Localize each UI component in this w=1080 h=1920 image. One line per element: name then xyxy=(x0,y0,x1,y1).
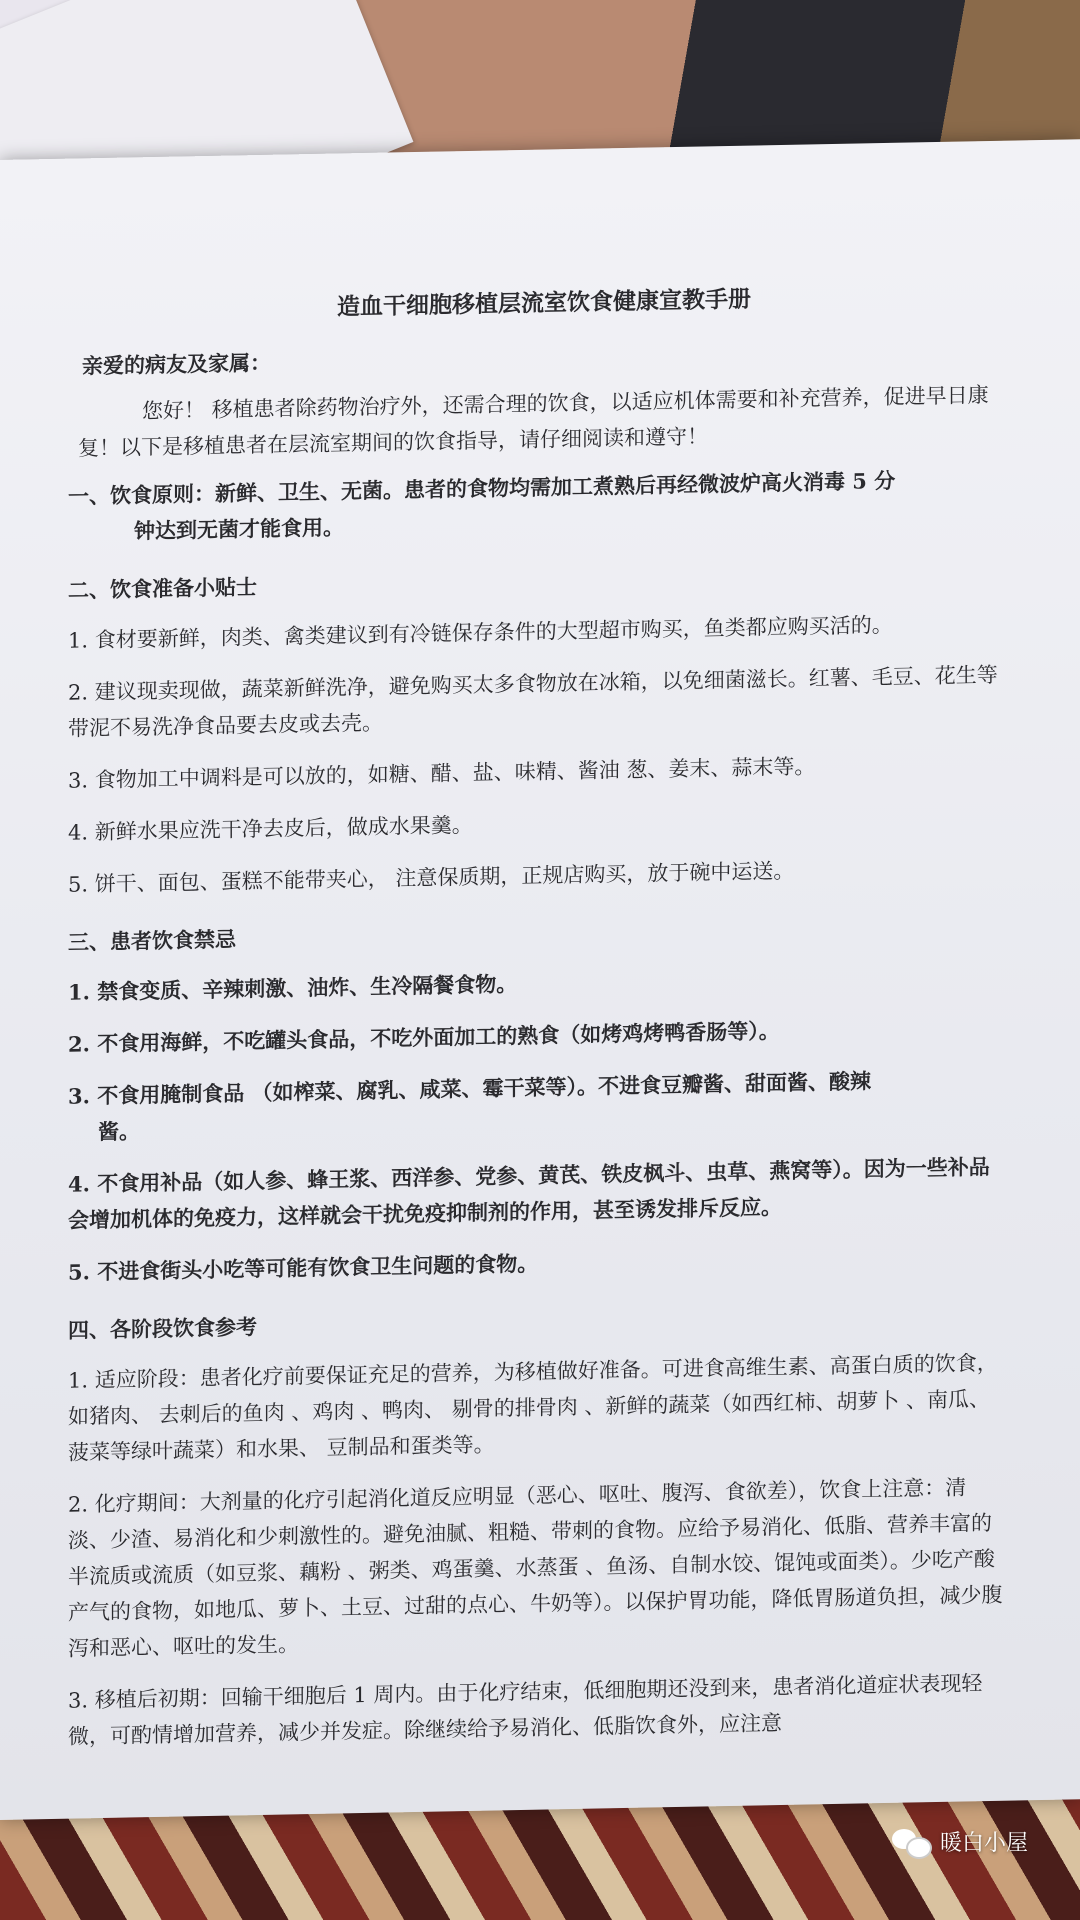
principle-continuation: 钟达到无菌才能食用。 xyxy=(134,514,344,544)
watermark-text: 暖白小屋 xyxy=(940,1831,1029,1856)
list-item: 4. 新鲜水果应洗干净去皮后，做成水果羹。 xyxy=(68,812,473,845)
section-2-list xyxy=(64,604,1024,902)
wechat-icon xyxy=(892,1827,930,1857)
list-item xyxy=(68,1009,1004,1063)
section-4-list xyxy=(64,1344,1024,1754)
list-item: 5. 饼干、面包、蛋糕不能带夹心， 注意保质期，正规店购买，放于碗中运送。 xyxy=(68,858,795,897)
list-item-text: 1. 禁食变质、辛辣刺激、油炸、生冷隔餐食物。 xyxy=(68,971,518,1005)
section-3-title: 三、患者饮食禁忌 xyxy=(68,926,236,955)
watermark xyxy=(892,1826,1028,1857)
list-item xyxy=(68,957,1004,1011)
list-item: 1. 食材要新鲜，肉类、禽类建议到有冷链保存条件的大型超市购买，鱼类都应购买活的。 xyxy=(68,612,893,653)
section-4-title: 四、各阶段饮食参考 xyxy=(68,1314,257,1343)
document-sheet xyxy=(0,139,1080,1820)
salutation: 亲爱的病友及家属： xyxy=(82,349,271,379)
list-item: 1. 适应阶段：患者化疗前要保证充足的营养，为移植做好准备。可进食高维生素、高蛋白质的饮食，如猪肉、 去刺后的鱼肉 、鸡肉 、鸭肉、 剔骨的排骨肉 、新鲜的蔬菜（如西红柿、胡萝卜 、南瓜、菠菜等绿叶蔬菜）和水果、 豆制品和蛋类等。 xyxy=(68,1350,998,1465)
list-item: 2. 建议现卖现做，蔬菜新鲜洗净，避免购买太多食物放在冰箱，以免细菌滋长。红薯、毛豆、花生等带泥不易洗净食品要去皮或去壳。 xyxy=(68,662,998,741)
intro-paragraph: 您好！ 移植患者除药物治疗外，还需合理的饮食，以适应机体需要和补充营养，促进早日康复！以下是移植患者在层流室期间的饮食指导，请仔细阅读和遵守！ xyxy=(78,383,989,461)
document-title: 造血干细胞移植层流室饮食健康宣教手册 xyxy=(337,285,751,321)
list-item xyxy=(68,1061,1004,1151)
list-item-text: 3. 不食用腌制食品 （如榨菜、腐乳、咸菜、霉干菜等）。不进食豆瓣酱、甜面酱、酸辣 xyxy=(68,1068,872,1109)
list-item-text: 5. 不进食街头小吃等可能有饮食卫生问题的食物。 xyxy=(68,1250,539,1285)
list-item-text: 2. 不食用海鲜，不吃罐头食品，不吃外面加工的熟食（如烤鸡烤鸭香肠等）。 xyxy=(68,1018,780,1057)
list-item: 3. 移植后初期：回输干细胞后 1 周内。由于化疗结束，低细胞期还没到来，患者消化道症状表现轻微，可酌情增加营养，减少并发症。除继续给予易消化、低脂饮食外，应注意 xyxy=(68,1671,983,1749)
list-item-continuation: 酱。 xyxy=(98,1118,140,1145)
section-2-title: 二、饮食准备小贴士 xyxy=(68,574,257,603)
list-item xyxy=(68,1149,1004,1239)
list-item: 2. 化疗期间：大剂量的化疗引起消化道反应明显（恶心、呕吐、腹泻、食欲差），饮食上注意：清淡、少渣、易消化和少刺激性的。避免油腻、粗糙、带刺的食物。应给予易消化、低脂、营养丰富的半流质或流质（如豆浆、藕粉 、粥类、鸡蛋羹、水蒸蛋 、鱼汤、自制水饺、馄饨或面类）。少吃产酸产气的食物，如地瓜、萝卜、土豆、过甜的点心、牛奶等）。以保护胃功能，降低胃肠道负担，减少腹泻和恶心、呕吐的发生。 xyxy=(68,1475,1003,1661)
document-content xyxy=(64,276,1024,1770)
list-item-text: 4. 不食用补品（如人参、蜂王浆、西洋参、党参、黄芪、铁皮枫斗、虫草、燕窝等）。因为一些补品会增加机体的免疫力，这样就会干扰免疫抑制剂的作用，甚至诱发排斥反应。 xyxy=(68,1153,990,1233)
section-3-list xyxy=(64,956,1024,1290)
principle-heading: 一、饮食原则：新鲜、卫生、无菌。患者的食物均需加工煮熟后再经微波炉高火消毒 5 分 xyxy=(68,467,896,509)
list-item xyxy=(68,1237,1004,1291)
list-item: 3. 食物加工中调料是可以放的，如糖、醋、盐、味精、酱油 葱、姜末、蒜末等。 xyxy=(68,754,816,793)
